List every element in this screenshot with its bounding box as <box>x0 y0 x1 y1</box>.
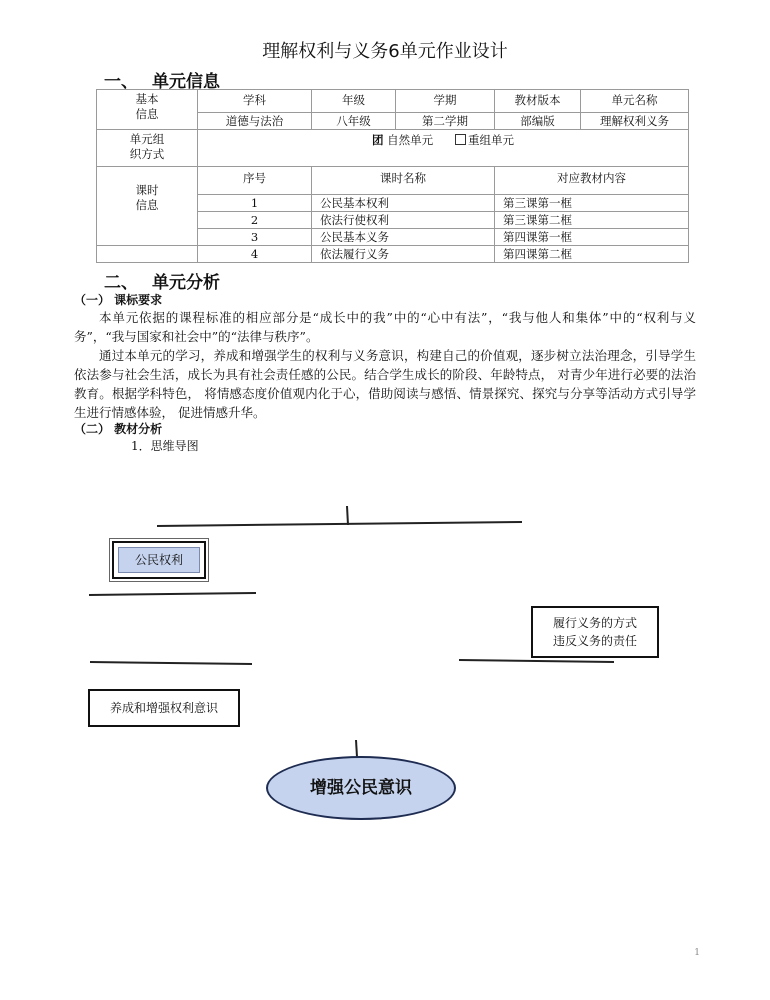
section-number: 二、 <box>104 273 138 293</box>
lesson-header-no: 序号 <box>198 167 312 195</box>
lesson-content: 第三课第一框 <box>495 195 689 212</box>
mindmap-center-stem-line <box>356 740 357 757</box>
lesson-info-label: 课时 信息 <box>97 167 198 246</box>
lesson-header-name: 课时名称 <box>312 167 495 195</box>
value-unit-name: 理解权利义务 <box>581 113 689 130</box>
mindmap-top-stem-line <box>347 506 348 525</box>
header-edition: 教材版本 <box>495 90 581 113</box>
lesson-content: 第三课第二框 <box>495 212 689 229</box>
lesson-no: 2 <box>198 212 312 229</box>
basic-info-label: 基本 信息 <box>97 90 198 130</box>
lesson-name: 依法履行义务 <box>312 246 495 263</box>
org-options <box>198 130 689 167</box>
header-subject: 学科 <box>198 90 312 113</box>
table-row <box>97 246 689 263</box>
section-title: 单元分析 <box>152 273 220 293</box>
value-term: 第二学期 <box>396 113 495 130</box>
subheading-textbook: （二） 教材分析 <box>74 422 163 436</box>
lesson-empty-cell <box>97 246 198 263</box>
mindmap-left-line-1 <box>89 593 256 595</box>
mindmap-label: 1．思维导图 <box>131 439 199 453</box>
paragraph-curriculum: 本单元依据的课程标准的相应部分是“成长中的我”中的“心中有法”，“我与他人和集体”中的“权利与义务”，“我与国家和社会中”的“法律与秩序”。 <box>74 310 696 344</box>
section-heading-2 <box>104 268 220 293</box>
lesson-name: 公民基本权利 <box>312 195 495 212</box>
org-option2: 重组单元 <box>468 133 515 147</box>
lesson-no: 3 <box>198 229 312 246</box>
header-term: 学期 <box>396 90 495 113</box>
value-edition: 部编版 <box>495 113 581 130</box>
org-option1: 自然单元 <box>387 133 434 147</box>
lesson-content: 第四课第一框 <box>495 229 689 246</box>
mindmap-node-duty-line2: 违反义务的责任 <box>552 634 637 648</box>
subheading-curriculum: （一） 课标要求 <box>74 293 163 307</box>
lesson-name: 公民基本义务 <box>312 229 495 246</box>
lesson-header-content: 对应教材内容 <box>495 167 689 195</box>
unit-info-table <box>96 89 689 263</box>
mindmap-node-rights-inner: 公民权利 <box>118 547 200 573</box>
lesson-content: 第四课第二框 <box>495 246 689 263</box>
mindmap-right-line <box>459 660 614 662</box>
header-unit-name: 单元名称 <box>581 90 689 113</box>
section-title: 单元信息 <box>152 72 220 92</box>
section-number: 一、 <box>104 72 138 92</box>
org-label: 单元组 织方式 <box>97 130 198 167</box>
mindmap-node-center: 增强公民意识 <box>266 756 456 820</box>
page-title: 理解权利与义务6单元作业设计 <box>262 41 508 62</box>
mindmap-node-awareness: 养成和增强权利意识 <box>88 689 240 727</box>
mindmap-left-line-2 <box>90 662 252 664</box>
lesson-no: 4 <box>198 246 312 263</box>
mindmap-node-duty <box>531 606 659 658</box>
value-subject: 道德与法治 <box>198 113 312 130</box>
mindmap-node-duty-line1: 履行义务的方式 <box>552 616 637 630</box>
lesson-name: 依法行使权利 <box>312 212 495 229</box>
mindmap-node-rights <box>112 541 206 579</box>
mindmap-top-branch-line <box>157 522 522 526</box>
header-grade: 年级 <box>312 90 396 113</box>
page-number: 1 <box>694 948 700 958</box>
paragraph-goals: 通过本单元的学习，养成和增强学生的权利与义务意识，构建自己的价值观，逐步树立法治理念，引导学生依法参与社会生活，成长为具有社会责任感的公民。结合学生成长的阶段、年龄特点， 对青少年进行必要的法治教育。根据学科特色， 将情感态度价值观内化于心，借助阅读与感悟、情景探究、探究与分享等活动方式引导学生进行情感体验， 促进情感升华。 <box>74 348 696 420</box>
value-grade: 八年级 <box>312 113 396 130</box>
checkbox-empty-icon <box>455 134 466 145</box>
org-option1-mark: 团 <box>371 133 384 147</box>
lesson-no: 1 <box>198 195 312 212</box>
